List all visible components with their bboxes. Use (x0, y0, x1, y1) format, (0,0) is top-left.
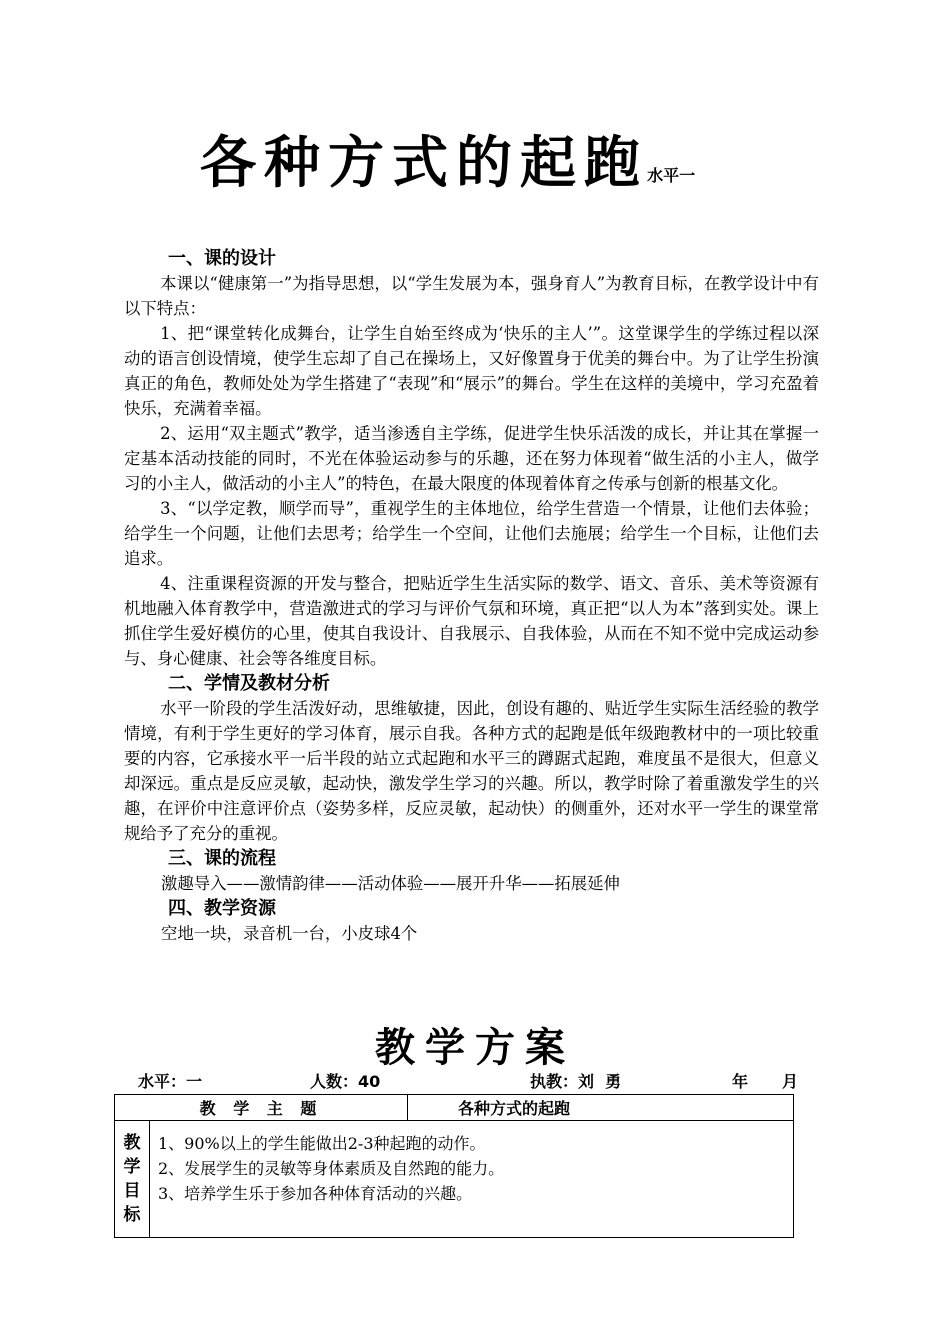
lesson-description (124, 246, 819, 946)
title-main: 各种方式的起跑 (200, 130, 648, 196)
title-subtitle: 水平一 (647, 166, 696, 185)
info-teacher: 执教：刘 勇 (530, 1072, 622, 1091)
goal-item: 3、培养学生乐于参加各种体育活动的兴趣。 (158, 1184, 473, 1203)
goals-label-char: 学 (123, 1157, 141, 1177)
resources-text: 空地一块，录音机一台，小皮球4个 (161, 924, 418, 943)
plan-info-row (138, 1070, 798, 1094)
plan-table (114, 1094, 794, 1238)
flow-text: 激趣导入——激情韵律——活动体验——展开升华——拓展延伸 (161, 874, 620, 893)
design-paragraph: 1、把“课堂转化成舞台，让学生自始至终成为‘快乐的主人’”。这堂课学生的学练过程以深动的语言创设情境，使学生忘却了自己在操场上，又好像置身于优美的舞台中。为了让学生扮演真正的角色，教师处处为学生搭建了“表现”和“展示”的舞台。学生在这样的美境中，学习充盈着快乐，充满着幸福。 (124, 324, 819, 418)
info-month: 月 (782, 1072, 799, 1091)
topic-label: 教 学 主 题 (115, 1095, 408, 1121)
goals-label-char: 目 (123, 1181, 141, 1201)
goal-item: 1、90%以上的学生能做出2-3种起跑的动作。 (158, 1134, 486, 1153)
goal-item: 2、发展学生的灵敏等身体素质及自然跑的能力。 (158, 1159, 505, 1178)
table-row (115, 1121, 794, 1238)
info-count: 人数：40 (310, 1072, 381, 1091)
topic-value: 各种方式的起跑 (408, 1095, 794, 1121)
design-paragraph: 2、运用“双主题式”教学，适当渗透自主学练，促进学生快乐活泼的成长，并让其在掌握一定基本活动技能的同时，不光在体验运动参与的乐趣，还在努力体现着“做生活的小主人，做学习的小主人，做活动的小主人”的特色，在最大限度的体现着体育之传承与创新的根基文化。 (124, 424, 819, 493)
analysis-paragraph: 水平一阶段的学生活泼好动，思维敏捷，因此，创设有趣的、贴近学生实际生活经验的教学情境，有利于学生更好的学习体育，展示自我。各种方式的起跑是低年级跑教材中的一项比较重要的内容，它承接水平一后半段的站立式起跑和水平三的蹲踞式起跑，难度虽不是很大，但意义却深远。重点是反应灵敏，起动快，激发学生学习的兴趣。所以，教学时除了着重激发学生的兴趣，在评价中注意评价点（姿势多样，反应灵敏，起动快）的侧重外，还对水平一学生的课堂常规给予了充分的重视。 (124, 699, 819, 843)
section-heading-flow: 三、课的流程 (168, 848, 276, 869)
plan-title: 教学方案 (375, 1024, 575, 1071)
info-year: 年 (732, 1072, 749, 1091)
design-paragraph: 3、“以学定教，顺学而导”，重视学生的主体地位，给学生营造一个情景，让他们去体验；给学生一个问题，让他们去思考；给学生一个空间，让他们去施展；给学生一个目标，让他们去追求。 (124, 499, 819, 568)
section-heading-resources: 四、教学资源 (168, 898, 276, 919)
goals-label (115, 1121, 150, 1238)
document-title (200, 128, 695, 198)
section-heading-design: 一、课的设计 (168, 248, 276, 269)
design-paragraph: 本课以“健康第一”为指导思想，以“学生发展为本，强身育人”为教育目标，在教学设计中有以下特点： (124, 274, 819, 318)
table-row (115, 1095, 794, 1121)
goals-label-char: 标 (123, 1205, 141, 1225)
info-level: 水平：一 (138, 1072, 203, 1091)
goals-label-char: 教 (123, 1133, 141, 1153)
section-heading-analysis: 二、学情及教材分析 (168, 673, 330, 694)
design-paragraph: 4、注重课程资源的开发与整合，把贴近学生生活实际的数学、语文、音乐、美术等资源有机地融入体育教学中，营造激进式的学习与评价气氛和环境，真正把“以人为本”落到实处。课上抓住学生爱好模仿的心里，使其自我设计、自我展示、自我体验，从而在不知不觉中完成运动参与、身心健康、社会等各维度目标。 (124, 574, 819, 668)
goals-list (150, 1121, 794, 1238)
